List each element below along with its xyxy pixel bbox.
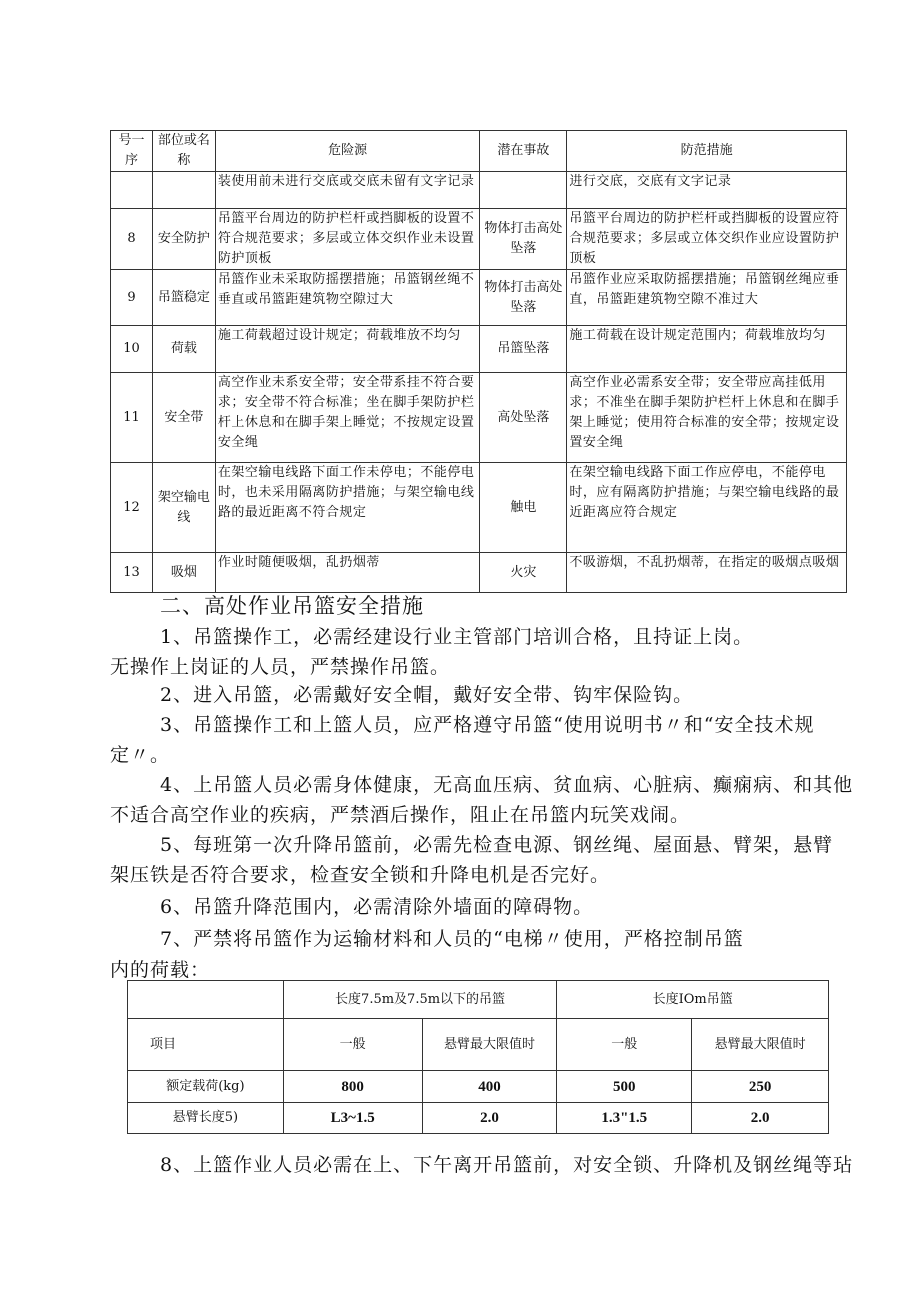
paragraph-line: 4、上吊篮人员必需身体健康，无高血压病、贫血病、心脏病、癫痫病、和其他 (160, 774, 854, 796)
paragraph-line: 定〃。 (110, 744, 171, 766)
paragraph-line: 5、每班第一次升降吊篮前，必需先检查电源、钢丝绳、屋面悬、臂架，悬臂 (160, 834, 834, 856)
sub-header: 一般 (283, 1019, 422, 1071)
table-row (111, 463, 847, 553)
row-hazard: 高空作业未系安全带；安全带系挂不符合要求；安全带不符合标准；坐在脚手架防护栏杆上休息和在脚手架上睡觉；不按规定设置安全绳 (215, 373, 480, 463)
table-row (111, 326, 847, 373)
header-measure: 防范措施 (567, 131, 847, 172)
row-accident: 高处坠落 (480, 373, 567, 463)
paragraph-line: 无操作上岗证的人员，严禁操作吊篮。 (110, 656, 451, 678)
sub-header: 悬臂最大限值时 (422, 1019, 557, 1071)
table-row (111, 270, 847, 326)
row-part: 安全防护 (152, 209, 215, 270)
row-number (111, 172, 153, 209)
row-part: 荷载 (152, 326, 215, 373)
sub-header: 一般 (557, 1019, 692, 1071)
row-number: 9 (111, 270, 153, 326)
paragraph-line: 3、吊篮操作工和上篮人员，应严格遵守吊篮“使用说明书〃和“安全技术规 (160, 714, 815, 736)
row-hazard: 吊篮平台周边的防护栏杆或挡脚板的设置不符合规范要求；多层或立体交织作业未设置防护顶板 (215, 209, 480, 270)
row-measure: 高空作业必需系安全带；安全带应高挂低用求；不准坐在脚手架防护栏杆上休息和在脚手架上睡觉；使用符合标准的安全带；按规定设置安全绳 (567, 373, 847, 463)
row-part: 安全带 (152, 373, 215, 463)
load-table (127, 980, 829, 1134)
row-measure: 吊篮平台周边的防护栏杆或挡脚板的设置应符合规范要求；多层或立体交织作业应设置防护顶板 (567, 209, 847, 270)
row-part: 吸烟 (152, 553, 215, 593)
header-part: 部位或名称 (152, 131, 215, 172)
table-row (128, 1103, 829, 1134)
cell: 250 (692, 1071, 829, 1103)
row-number: 11 (111, 373, 153, 463)
paragraph-line: 7、严禁将吊篮作为运输材料和人员的“电梯〃使用，严格控制吊篮 (160, 928, 744, 950)
paragraph-line: 2、进入吊篮，必需戴好安全帽，戴好安全带、钩牢保险钩。 (160, 684, 694, 706)
header-accident: 潜在事故 (480, 131, 567, 172)
row-number: 13 (111, 553, 153, 593)
row-label: 额定载荷(kg) (128, 1071, 284, 1103)
cell: 800 (283, 1071, 422, 1103)
row-measure: 在架空输电线路下面工作应停电，不能停电时，应有隔离防护措施；与架空输电线路的最近距离应符合规定 (567, 463, 847, 553)
row-hazard: 施工荷载超过设计规定；荷载堆放不均匀 (215, 326, 480, 373)
row-number: 8 (111, 209, 153, 270)
cell: 400 (422, 1071, 557, 1103)
paragraph-line: 8、上篮作业人员必需在上、下午离开吊篮前，对安全锁、升降机及钢丝绳等玷 (160, 1154, 854, 1176)
row-hazard: 在架空输电线路下面工作未停电；不能停电时，也未采用隔离防护措施；与架空输电线路的最近距离不符合规定 (215, 463, 480, 553)
table-row (111, 373, 847, 463)
cell: 2.0 (422, 1103, 557, 1134)
row-number: 12 (111, 463, 153, 553)
header-seq: 号一序 (111, 131, 153, 172)
cell: 500 (557, 1071, 692, 1103)
row-accident: 吊篮坠落 (480, 326, 567, 373)
row-label: 悬臂长度5) (128, 1103, 284, 1134)
table-header-row (111, 131, 847, 172)
header-hazard: 危险源 (215, 131, 480, 172)
row-measure: 吊篮作业应采取防摇摆措施；吊篮钢丝绳应垂直，吊篮距建筑物空隙不准过大 (567, 270, 847, 326)
row-measure: 施工荷载在设计规定范围内；荷载堆放均匀 (567, 326, 847, 373)
table-row (128, 1071, 829, 1103)
empty-cell (128, 981, 284, 1019)
row-accident: 物体打击高处坠落 (480, 270, 567, 326)
row-hazard: 装使用前未进行交底或交底未留有文字记录 (215, 172, 480, 209)
paragraph-line: 架压铁是否符合要求，检查安全锁和升降电机是否完好。 (110, 864, 611, 886)
paragraph-line: 6、吊篮升降范围内，必需清除外墙面的障碍物。 (160, 896, 594, 918)
section-title: 二、高处作业吊篮安全措施 (160, 594, 424, 618)
row-accident: 物体打击高处坠落 (480, 209, 567, 270)
row-accident: 触电 (480, 463, 567, 553)
item-header: 项目 (128, 1019, 284, 1071)
sub-header: 悬臂最大限值时 (692, 1019, 829, 1071)
paragraph-line: 内的荷载： (110, 959, 211, 981)
row-part: 架空输电线 (152, 463, 215, 553)
row-part: 吊篮稳定 (152, 270, 215, 326)
table-row (111, 553, 847, 593)
row-number: 10 (111, 326, 153, 373)
group-header-7.5m: 长度7.5m及7.5m以下的吊篮 (283, 981, 557, 1019)
table-row (111, 172, 847, 209)
row-measure: 进行交底，交底有文字记录 (567, 172, 847, 209)
table-row (111, 209, 847, 270)
row-hazard: 吊篮作业未采取防摇摆措施；吊篮钢丝绳不垂直或吊篮距建筑物空隙过大 (215, 270, 480, 326)
group-header-10m: 长度IOm吊篮 (557, 981, 829, 1019)
cell: L3~1.5 (283, 1103, 422, 1134)
cell: 2.0 (692, 1103, 829, 1134)
row-hazard: 作业时随便吸烟，乱扔烟蒂 (215, 553, 480, 593)
hazard-table (110, 130, 847, 593)
row-accident: 火灾 (480, 553, 567, 593)
cell: 1.3"1.5 (557, 1103, 692, 1134)
row-accident (480, 172, 567, 209)
row-part (152, 172, 215, 209)
row-measure: 不吸游烟，不乱扔烟蒂，在指定的吸烟点吸烟 (567, 553, 847, 593)
paragraph-line: 不适合高空作业的疾病，严禁酒后操作，阻止在吊篮内玩笑戏闹。 (110, 804, 691, 826)
paragraph-line: 1、吊篮操作工，必需经建设行业主管部门培训合格，且持证上岗。 (160, 626, 754, 648)
